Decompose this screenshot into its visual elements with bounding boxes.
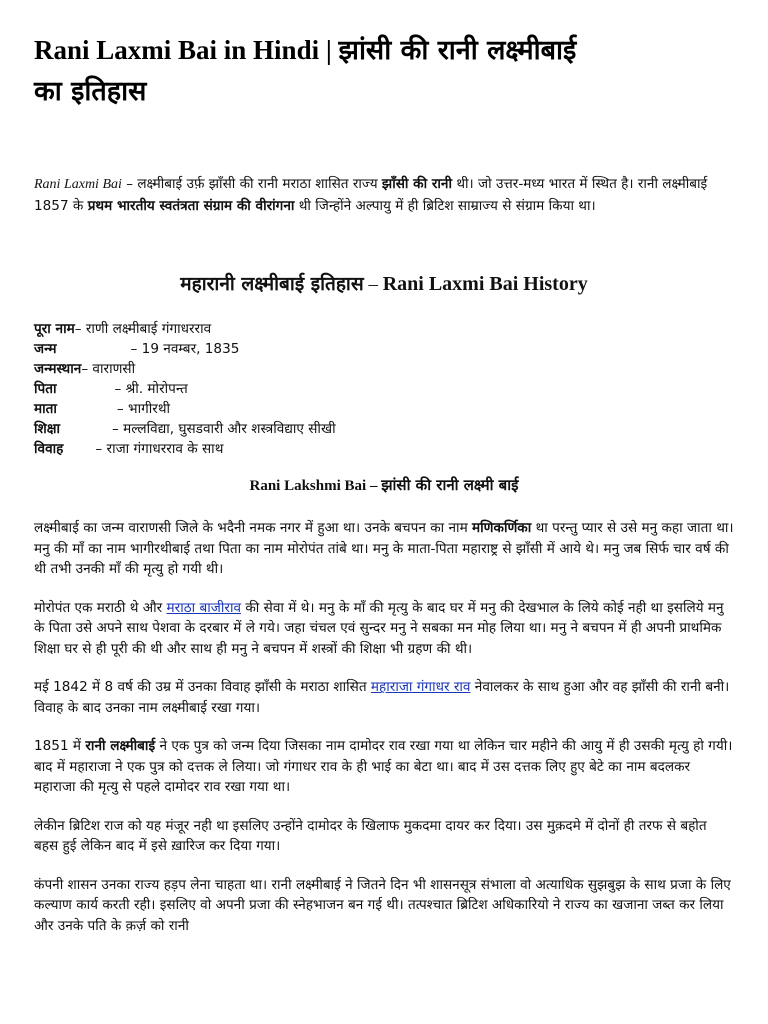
fact-label: जन्म: [34, 341, 57, 357]
fact-value: – 19 नवम्बर, 1835: [130, 341, 240, 357]
section-heading-english: Rani Laxmi Bai History: [382, 273, 588, 295]
subheading-dash: –: [366, 478, 382, 494]
paragraph-birth: [34, 518, 734, 580]
intro-text-3: थी जिन्होंने अल्पायु में ही ब्रिटिश साम्राज्य से संग्राम किया था।: [294, 197, 596, 214]
subheading: [34, 473, 734, 498]
fact-label: पूरा नाम: [34, 321, 75, 337]
link-maharaja-gangadhar-rao[interactable]: महाराजा गंगाधर राव: [370, 679, 471, 695]
paragraph-marriage: [34, 677, 734, 718]
p4-text-2: ने एक पुत्र को जन्म दिया जिसका नाम दामोदर राव रखा गया था लेकिन चार महीने की आयु में ही उसकी मृत्यु हो गयी। बाद में महाराजा ने एक पुत्र को दत्तक ले लिया। जो गंगाधर राव के ही भाई का बेटा था। बाद में उस दत्तक लिए हुए बेटे का नाम बदलकर महाराजा की मृत्यु से पहले दामोदर राव रखा गया था।: [34, 738, 733, 795]
fact-label: शिक्षा: [34, 421, 61, 437]
fact-row: [34, 359, 734, 379]
fact-label: माता: [34, 401, 57, 417]
link-maratha-bajirao[interactable]: मराठा बाजीराव: [166, 599, 242, 616]
fact-row: [34, 399, 734, 419]
p3-text-2: नेवालकर के साथ हुआ और वह झाँसी की रानी बनी। विवाह के बाद उनका नाम लक्ष्मीबाई रखा गया।: [34, 679, 730, 716]
fact-value: – श्री. मोरोपन्त: [114, 381, 188, 397]
p2-text-2: की सेवा में थे। मनु के माँ की मृत्यु के बाद घर में मनु की देखभाल के लिये कोई नही था इसलिये मनु के पिता उसे अपने साथ पेशवा के दरबार में ले गये। जहा चंचल एवं सुन्दर मनु ने सबका मन मोह लिया था। मनु ने बचपन में ही अपनी प्राथमिक शिक्षा घर से ही पूरी की थी और साथ ही मनु ने बचपन में शस्त्रों की शिक्षा भी ग्रहण की थी।: [34, 599, 724, 657]
title-hindi-line1: झांसी की रानी लक्ष्मीबाई: [338, 35, 577, 66]
p4-text-1: 1851 में: [34, 738, 86, 754]
p2-text-1: मोरोपंत एक मराठी थे और: [34, 599, 167, 616]
fact-row: [34, 419, 734, 439]
fact-row: [34, 339, 734, 359]
paragraph-case: लेकीन ब्रिटिश राज को यह मंजूर नही था इसलिए उन्होंने दामोदर के खिलाफ मुकदमा दायर कर दिया। उस मुक़दमे में दोनों ही तरफ से बहोत बहस हुई लेकिन बाद में इसे ख़ारिज कर दिया गया।: [34, 817, 707, 854]
p3-text-1: मई 1842 में 8 वर्ष की उम्र में उनका विवाह झाँसी के मराठा शासित: [34, 679, 371, 695]
fact-value: – वाराणसी: [81, 361, 136, 377]
intro-bold-1: झाँसी की रानी: [381, 176, 453, 192]
paragraph-childhood: [34, 598, 734, 660]
fact-value: – मल्लविद्या, घुसडवारी और शस्त्रविद्याए सीखी: [112, 421, 336, 437]
fact-label: पिता: [34, 381, 57, 397]
fact-row: [34, 379, 734, 399]
intro-paragraph: [34, 174, 734, 216]
fact-row: [34, 319, 734, 339]
fact-label: विवाह: [34, 441, 64, 457]
section-heading-dash: –: [363, 274, 383, 295]
fact-value: – भागीरथी: [116, 401, 171, 417]
p1-text-2: था परन्तु प्यार से उसे मनु कहा जाता था। मनु की माँ का नाम भागीरथीबाई तथा पिता का नाम मोरोपंत तांबे था। मनु के माता-पिता महाराष्ट्र से झाँसी में आये थे। मनु जब सिर्फ चार वर्ष की थी तभी उनकी माँ की मृत्यु हो गयी थी।: [34, 520, 734, 577]
fact-value: – राणी लक्ष्मीबाई गंगाधरराव: [74, 321, 212, 337]
intro-bold-2: प्रथम भारतीय स्वतंत्रता संग्राम की वीरांगना: [87, 197, 295, 214]
page-title: [34, 0, 734, 112]
p1-text-1: लक्ष्मीबाई का जन्म वाराणसी जिले के भदैनी नमक नगर में हुआ था। उनके बचपन का नाम: [34, 520, 473, 536]
p1-bold: मणिकर्णिका: [472, 520, 532, 536]
fact-value: – राजा गंगाधरराव के साथ: [95, 441, 224, 457]
intro-text-2: थी। जो उत्तर-मध्य भारत में स्थित है। रानी लक्ष्मीबाई 1857 के: [34, 176, 708, 214]
section-heading-hindi: महारानी लक्ष्मीबाई इतिहास: [180, 273, 364, 295]
subheading-english: Rani Lakshmi Bai: [249, 478, 367, 494]
intro-text-1: – लक्ष्मीबाई उर्फ़ झाँसी की रानी मराठा शासित राज्य: [121, 176, 382, 192]
paragraph-company-rule: कंपनी शासन उनका राज्य हड़प लेना चाहता था। रानी लक्ष्मीबाई ने जितने दिन भी शासनसूत्र संभाला वो अत्याधिक सुझबुझ के साथ प्रजा के लिए कल्याण कार्य करती रही। इसलिए वो अपनी प्रजा की स्नेहभाजन बन गई थी। तत्पश्चात ब्रिटिश अधिकारियो ने राज्य का खजाना जब्त कर लिया और उनके पति के क़र्ज़ को रानी: [34, 876, 731, 934]
fact-label: जन्मस्थान: [34, 361, 82, 377]
p4-bold: रानी लक्ष्मीबाई: [85, 738, 156, 754]
fact-row: [34, 439, 734, 459]
section-heading: [34, 270, 734, 299]
subheading-hindi: झांसी की रानी लक्ष्मी बाई: [381, 476, 519, 494]
title-english: Rani Laxmi Bai in Hindi |: [34, 35, 332, 65]
intro-lead: Rani Laxmi Bai: [34, 177, 122, 192]
paragraph-son: [34, 736, 734, 798]
title-hindi-line2: का इतिहास: [34, 76, 147, 107]
facts-list: [34, 319, 734, 459]
